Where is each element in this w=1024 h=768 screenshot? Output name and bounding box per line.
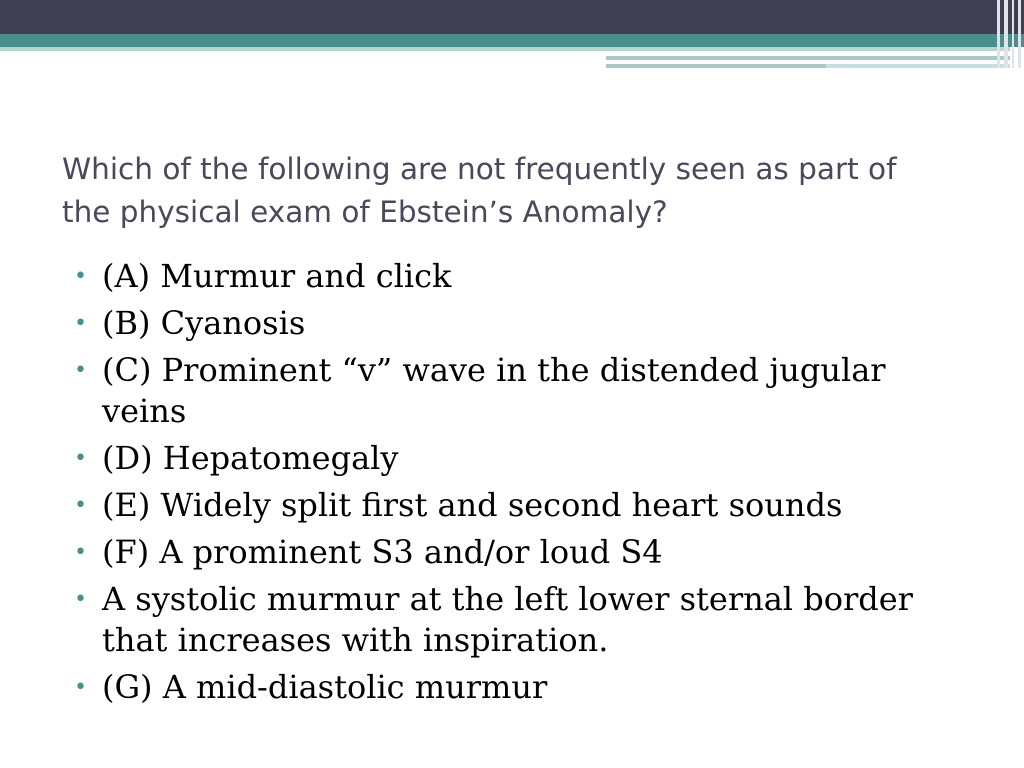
bullet-text: (F) A prominent S3 and/or loud S4 (102, 533, 663, 571)
bullet-text: A systolic murmur at the left lower sternal border that increases with inspiration. (102, 580, 913, 659)
bullet-item (74, 667, 974, 708)
slide-title: Which of the following are not frequently seen as part of the physical exam of Ebstein’s Anomaly? (62, 152, 897, 229)
bullet-item (74, 532, 974, 573)
bullet-icon: • (74, 675, 87, 700)
bullet-item (74, 438, 974, 479)
bullet-text: (E) Widely split first and second heart sounds (102, 486, 843, 524)
bullet-text: (B) Cyanosis (102, 304, 306, 342)
bullet-item (74, 303, 974, 344)
bullet-text: (D) Hepatomegaly (102, 439, 399, 477)
bullet-icon: • (74, 446, 87, 471)
header-corner-stripes (995, 0, 1024, 68)
bullet-icon: • (74, 587, 87, 612)
bullet-icon: • (74, 540, 87, 565)
header-accent-line (606, 64, 826, 68)
bullet-item (74, 579, 974, 661)
bullet-item (74, 485, 974, 526)
bullet-text: (G) A mid-diastolic murmur (102, 668, 548, 706)
bullet-text: (A) Murmur and click (102, 257, 452, 295)
header-band-teal (0, 34, 1024, 47)
bullet-icon: • (74, 311, 87, 336)
bullet-list (74, 256, 974, 714)
bullet-item (74, 350, 974, 432)
header-accent-line (826, 64, 1010, 68)
bullet-item (74, 256, 974, 297)
bullet-icon: • (74, 264, 87, 289)
header-accent-line (606, 56, 1010, 60)
bullet-text: (C) Prominent “v” wave in the distended jugular veins (102, 351, 886, 430)
bullet-icon: • (74, 493, 87, 518)
header-band-dark (0, 0, 1024, 34)
bullet-icon: • (74, 358, 87, 383)
